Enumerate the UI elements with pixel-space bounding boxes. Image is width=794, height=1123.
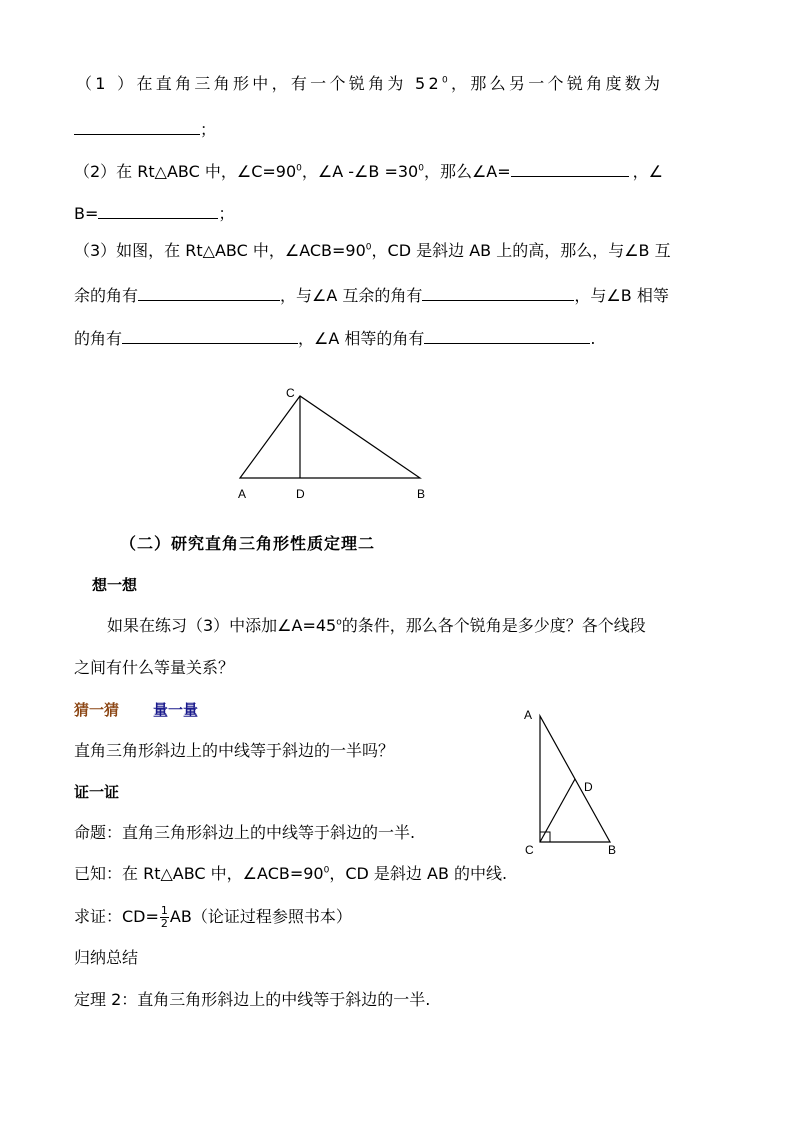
given-line bbox=[74, 864, 507, 884]
q3-text-a: （3）如图，在 Rt△ABC 中，∠ACB=90 bbox=[74, 241, 366, 260]
q1-sup: 0 bbox=[442, 75, 452, 86]
fraction-numerator: 1 bbox=[160, 904, 168, 917]
q3-text-line2c: ，与∠B 相等 bbox=[574, 286, 669, 305]
given-text-a: 已知：在 Rt△ABC 中，∠ACB=90 bbox=[74, 864, 324, 883]
guess-heading: 猜一猜 bbox=[74, 701, 120, 719]
q1-line2 bbox=[74, 118, 216, 140]
prove-text-b: AB（论证过程参照书本） bbox=[169, 907, 352, 926]
think-sup: o bbox=[336, 617, 342, 628]
think-line1 bbox=[107, 616, 646, 636]
q1-end: ； bbox=[200, 120, 217, 139]
fig1-label-d: D bbox=[296, 487, 305, 501]
midline-question: 直角三角形斜边上的中线等于斜边的一半吗？ bbox=[74, 741, 395, 760]
q2-text-a: （2）在 Rt△ABC 中，∠C=90 bbox=[74, 162, 297, 181]
q2-text-d: ，∠ bbox=[632, 162, 664, 181]
q1-text: （1 ）在直角三角形中，有一个锐角为 52 bbox=[76, 74, 443, 93]
prove-text-a: 求证：CD= bbox=[74, 907, 159, 926]
q3-blank-equal-a[interactable] bbox=[424, 327, 590, 344]
q2-text-line2b: ； bbox=[218, 204, 235, 223]
summary-heading: 归纳总结 bbox=[74, 948, 139, 967]
triangle-abc-outline bbox=[240, 396, 420, 478]
q3-blank-comp-b[interactable] bbox=[138, 284, 280, 301]
fig1-label-a: A bbox=[238, 487, 247, 501]
measure-heading: 量一量 bbox=[153, 701, 199, 719]
section2-title: （二）研究直角三角形性质定理二 bbox=[120, 534, 376, 553]
q2-angle-b-blank[interactable] bbox=[98, 202, 218, 219]
fig1-label-c: C bbox=[286, 386, 295, 400]
triangle-figure-2 bbox=[520, 700, 630, 860]
q3-line1 bbox=[74, 241, 671, 261]
q3-text-line3c: . bbox=[590, 329, 596, 348]
q2-text-line2a: B= bbox=[74, 204, 99, 223]
q2-text-b: ，∠A -∠B =30 bbox=[301, 162, 419, 181]
q1-answer-blank[interactable] bbox=[74, 118, 200, 135]
q3-blank-comp-a[interactable] bbox=[422, 284, 574, 301]
q3-sup1: 0 bbox=[365, 242, 372, 253]
q3-text-b: ，CD 是斜边 AB 上的高，那么，与∠B 互 bbox=[371, 241, 671, 260]
q3-text-line3b: ，∠A 相等的角有 bbox=[298, 329, 425, 348]
fraction-denominator: 2 bbox=[160, 917, 168, 930]
q3-text-line3a: 的角有 bbox=[74, 329, 123, 348]
think-text-a: 如果在练习（3）中添加∠A=45 bbox=[107, 616, 337, 635]
q3-line3 bbox=[74, 327, 596, 349]
guess-measure-row bbox=[74, 700, 198, 720]
one-half-fraction bbox=[160, 905, 169, 930]
prove-heading: 证一证 bbox=[74, 783, 120, 801]
think-heading: 想一想 bbox=[92, 576, 138, 594]
fig2-label-c: C bbox=[525, 843, 534, 857]
q2-sup2: 0 bbox=[418, 163, 424, 174]
q2-line2 bbox=[74, 202, 234, 224]
given-text-b: ，CD 是斜边 AB 的中线. bbox=[329, 864, 508, 883]
proposition-line: 命题：直角三角形斜边上的中线等于斜边的一半. bbox=[74, 823, 416, 842]
fig2-label-d: D bbox=[584, 780, 593, 794]
given-sup: 0 bbox=[323, 865, 330, 876]
q1-line1 bbox=[76, 74, 663, 94]
q3-blank-equal-b[interactable] bbox=[122, 327, 298, 344]
triangle-figure-1 bbox=[230, 380, 440, 510]
q3-text-line2b: ，与∠A 互余的角有 bbox=[280, 286, 423, 305]
prove-line bbox=[74, 905, 352, 930]
q3-line2 bbox=[74, 284, 669, 306]
think-line2: 之间有什么等量关系？ bbox=[74, 658, 235, 677]
q2-text-c: ，那么∠A= bbox=[423, 162, 511, 181]
q1-text-end: ，那么另一个锐角度数为 bbox=[451, 74, 664, 93]
fig1-label-b: B bbox=[417, 487, 426, 501]
fig2-label-a: A bbox=[524, 708, 533, 722]
q2-line1 bbox=[74, 160, 663, 182]
q3-text-line2a: 余的角有 bbox=[74, 286, 139, 305]
fig2-label-b: B bbox=[608, 843, 617, 857]
median-cd bbox=[540, 779, 575, 842]
theorem-line: 定理 2：直角三角形斜边上的中线等于斜边的一半. bbox=[74, 990, 431, 1009]
q2-sup1: 0 bbox=[296, 163, 302, 174]
q2-angle-a-blank[interactable] bbox=[511, 160, 629, 177]
think-text-b: 的条件，那么各个锐角是多少度？各个线段 bbox=[341, 616, 646, 635]
